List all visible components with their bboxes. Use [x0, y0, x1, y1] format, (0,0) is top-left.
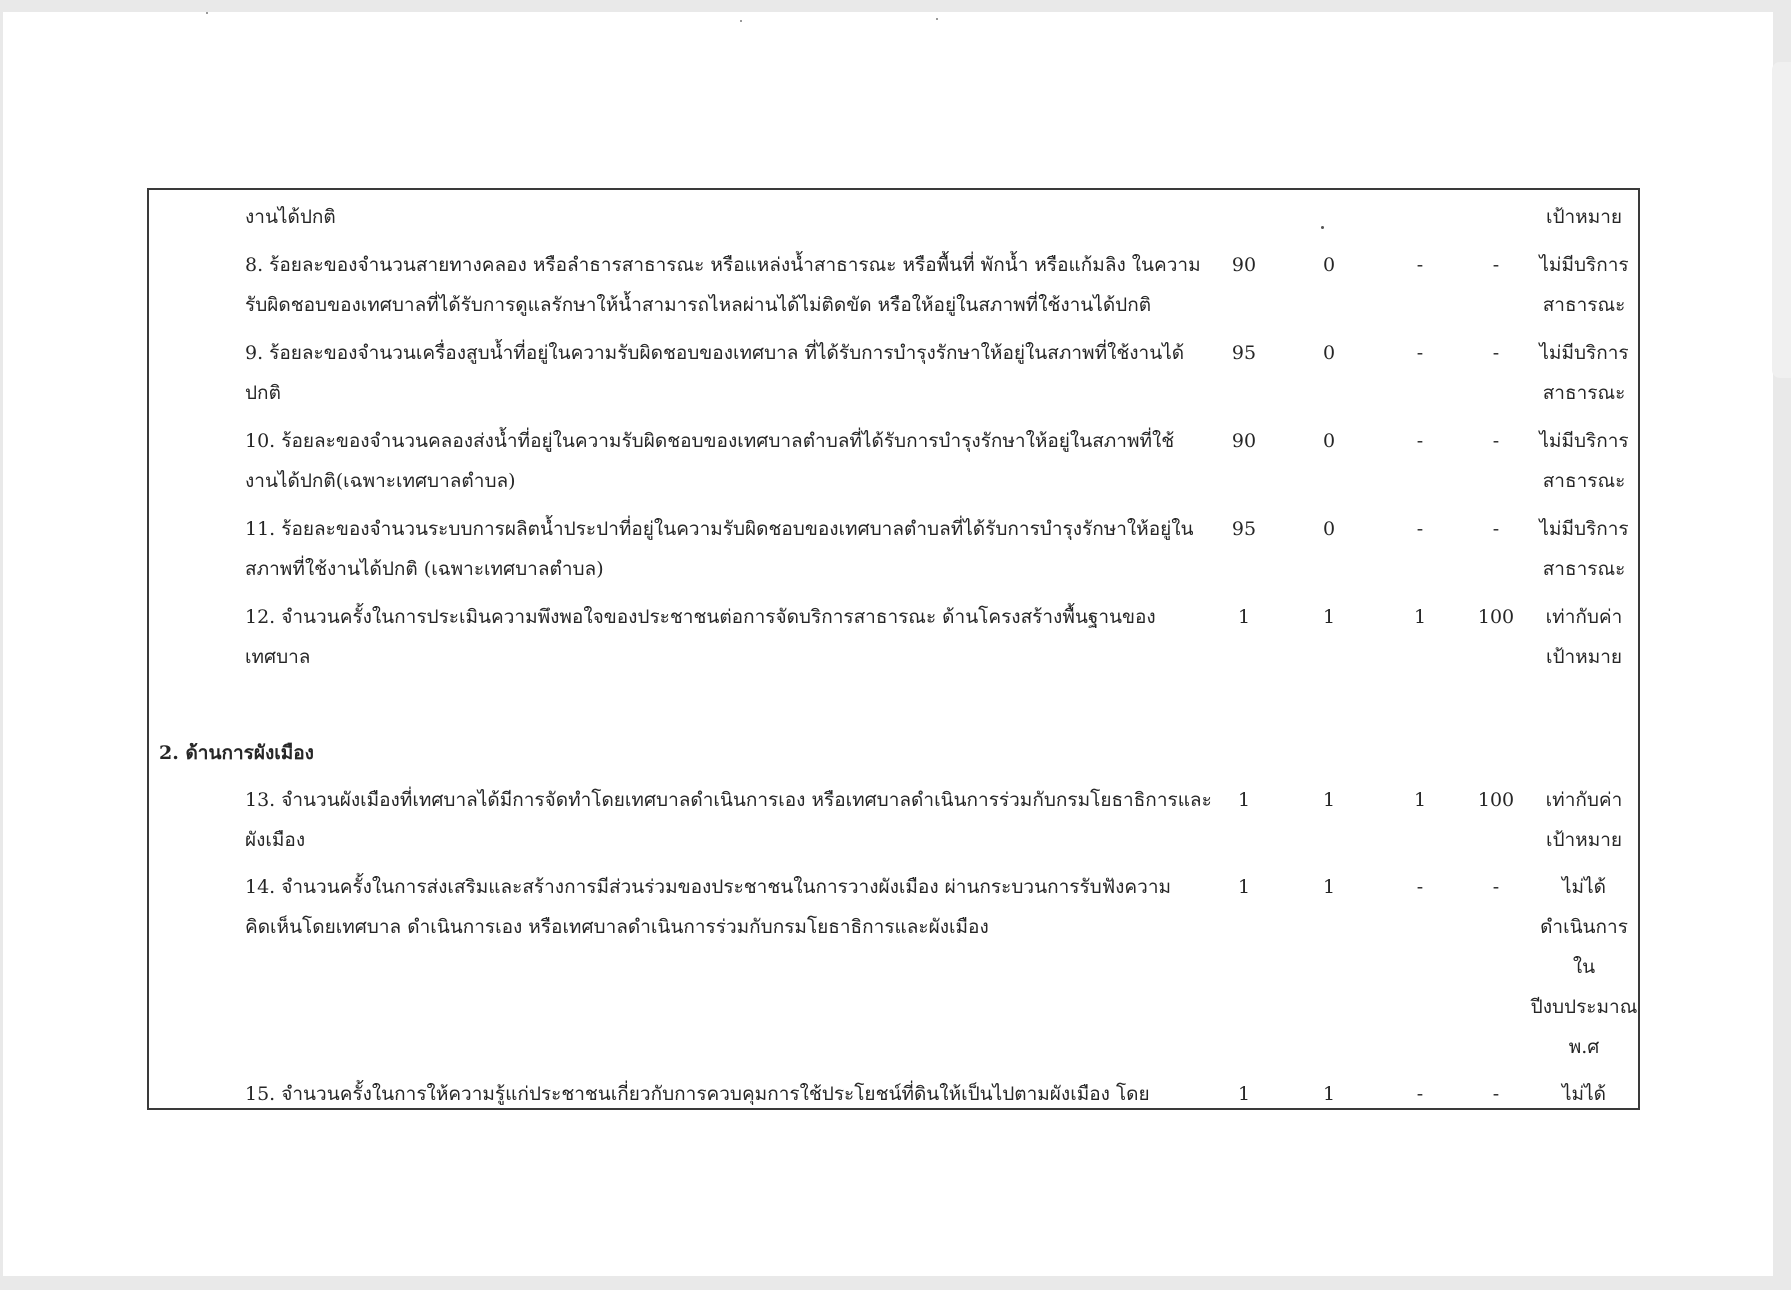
- row-8-line-1: 8. ร้อยละของจำนวนสายทางคลอง หรือลำธารสาธารณะ หรือแหล่งน้ำสาธารณะ หรือพื้นที่ พักน้ำ หรือแก้มลิง ในความ: [245, 254, 1201, 276]
- section-title: 2. ด้านการผังเมือง: [159, 742, 314, 764]
- row-14-percent: -: [1492, 876, 1500, 898]
- row-14-target: 1: [1237, 876, 1251, 898]
- row-15-percent: -: [1492, 1083, 1500, 1105]
- row-15-line-1: 15. จำนวนครั้งในการให้ความรู้แก่ประชาชนเกี่ยวกับการควบคุมการใช้ประโยชน์ที่ดินให้เป็นไปตามผังเมือง โดย: [245, 1083, 1150, 1105]
- row-10-result: 0: [1322, 430, 1336, 452]
- scan-speck: [206, 12, 208, 14]
- continued-text: งานได้ปกติ: [245, 206, 336, 228]
- row-11-target: 95: [1231, 518, 1257, 540]
- row-15-target: 1: [1237, 1083, 1251, 1105]
- row-12-target: 1: [1237, 606, 1251, 628]
- row-10-line-2: งานได้ปกติ(เฉพาะเทศบาลตำบล): [245, 470, 516, 492]
- row-13-line-1: 13. จำนวนผังเมืองที่เทศบาลได้มีการจัดทำโดยเทศบาลดำเนินการเอง หรือเทศบาลดำเนินการร่วมกับกรมโยธาธิการและ: [245, 789, 1212, 811]
- scan-mark: [1321, 226, 1324, 229]
- scan-speck: [740, 20, 742, 22]
- row-10-achieved: -: [1416, 430, 1424, 452]
- viewer-side-tab[interactable]: [1772, 62, 1791, 378]
- row-14-note-4: ปีงบประมาณ: [1530, 996, 1638, 1018]
- row-13-achieved: 1: [1413, 789, 1427, 811]
- row-12-percent: 100: [1477, 606, 1515, 628]
- row-9-line-2: ปกติ: [245, 382, 281, 404]
- row-14-line-2: คิดเห็นโดยเทศบาล ดำเนินการเอง หรือเทศบาลดำเนินการร่วมกับกรมโยธาธิการและผังเมือง: [245, 916, 989, 938]
- row-9-target: 95: [1231, 342, 1257, 364]
- row-8-target: 90: [1231, 254, 1257, 276]
- row-8-percent: -: [1492, 254, 1500, 276]
- row-14-note-3: ใน: [1572, 956, 1596, 978]
- row-11-percent: -: [1492, 518, 1500, 540]
- row-13-percent: 100: [1477, 789, 1515, 811]
- row-12-line-2: เทศบาล: [245, 646, 311, 668]
- row-11-result: 0: [1322, 518, 1336, 540]
- row-13-target: 1: [1237, 789, 1251, 811]
- indicator-table: [147, 188, 1640, 1110]
- row-10-line-1: 10. ร้อยละของจำนวนคลองส่งน้ำที่อยู่ในความรับผิดชอบของเทศบาลตำบลที่ได้รับการบำรุงรักษาให้อยู่ในสภาพที่ใช้: [245, 430, 1175, 452]
- row-12-note-2: เป้าหมาย: [1545, 646, 1623, 668]
- row-14-note-2: ดำเนินการ: [1540, 916, 1628, 938]
- row-15-achieved: -: [1416, 1083, 1424, 1105]
- row-12-note-1: เท่ากับค่า: [1545, 606, 1623, 628]
- row-8-result: 0: [1322, 254, 1336, 276]
- row-12-achieved: 1: [1413, 606, 1427, 628]
- row-13-note-1: เท่ากับค่า: [1545, 789, 1623, 811]
- row-11-note-1: ไม่มีบริการ: [1539, 518, 1629, 540]
- row-10-percent: -: [1492, 430, 1500, 452]
- row-14-achieved: -: [1416, 876, 1424, 898]
- row-8-achieved: -: [1416, 254, 1424, 276]
- row-9-percent: -: [1492, 342, 1500, 364]
- row-8-note-2: สาธารณะ: [1542, 294, 1626, 316]
- row-13-note-2: เป้าหมาย: [1545, 829, 1623, 851]
- row-12-line-1: 12. จำนวนครั้งในการประเมินความพึงพอใจของประชาชนต่อการจัดบริการสาธารณะ ด้านโครงสร้างพื้นฐานของ: [245, 606, 1156, 628]
- row-15-note-1: ไม่ได้: [1562, 1083, 1606, 1105]
- row-11-achieved: -: [1416, 518, 1424, 540]
- row-10-target: 90: [1231, 430, 1257, 452]
- row-11-note-2: สาธารณะ: [1542, 558, 1626, 580]
- row-11-line-1: 11. ร้อยละของจำนวนระบบการผลิตน้ำประปาที่อยู่ในความรับผิดชอบของเทศบาลตำบลที่ได้รับการบำรุงรักษาให้อยู่ใน: [245, 518, 1194, 540]
- row-14-note-5: พ.ศ: [1568, 1036, 1600, 1058]
- row-13-result: 1: [1322, 789, 1336, 811]
- row-8-note-1: ไม่มีบริการ: [1539, 254, 1629, 276]
- row-14-result: 1: [1322, 876, 1336, 898]
- row-9-line-1: 9. ร้อยละของจำนวนเครื่องสูบน้ำที่อยู่ในความรับผิดชอบของเทศบาล ที่ได้รับการบำรุงรักษาให้อยู่ในสภาพที่ใช้งานได้: [245, 342, 1185, 364]
- continued-note: เป้าหมาย: [1545, 206, 1623, 228]
- row-14-note-1: ไม่ได้: [1562, 876, 1606, 898]
- row-14-line-1: 14. จำนวนครั้งในการส่งเสริมและสร้างการมีส่วนร่วมของประชาชนในการวางผังเมือง ผ่านกระบวนการรับฟังความ: [245, 876, 1172, 898]
- row-9-result: 0: [1322, 342, 1336, 364]
- row-13-line-2: ผังเมือง: [245, 829, 306, 851]
- scan-speck: [936, 18, 938, 20]
- row-12-result: 1: [1322, 606, 1336, 628]
- row-9-achieved: -: [1416, 342, 1424, 364]
- row-8-line-2: รับผิดชอบของเทศบาลที่ได้รับการดูแลรักษาให้น้ำสามารถไหลผ่านได้ไม่ติดขัด หรือให้อยู่ในสภาพที่ใช้งานได้ปกติ: [245, 294, 1152, 316]
- row-9-note-1: ไม่มีบริการ: [1539, 342, 1629, 364]
- row-10-note-1: ไม่มีบริการ: [1539, 430, 1629, 452]
- row-11-line-2: สภาพที่ใช้งานได้ปกติ (เฉพาะเทศบาลตำบล): [245, 558, 604, 580]
- row-10-note-2: สาธารณะ: [1542, 470, 1626, 492]
- row-9-note-2: สาธารณะ: [1542, 382, 1626, 404]
- row-15-result: 1: [1322, 1083, 1336, 1105]
